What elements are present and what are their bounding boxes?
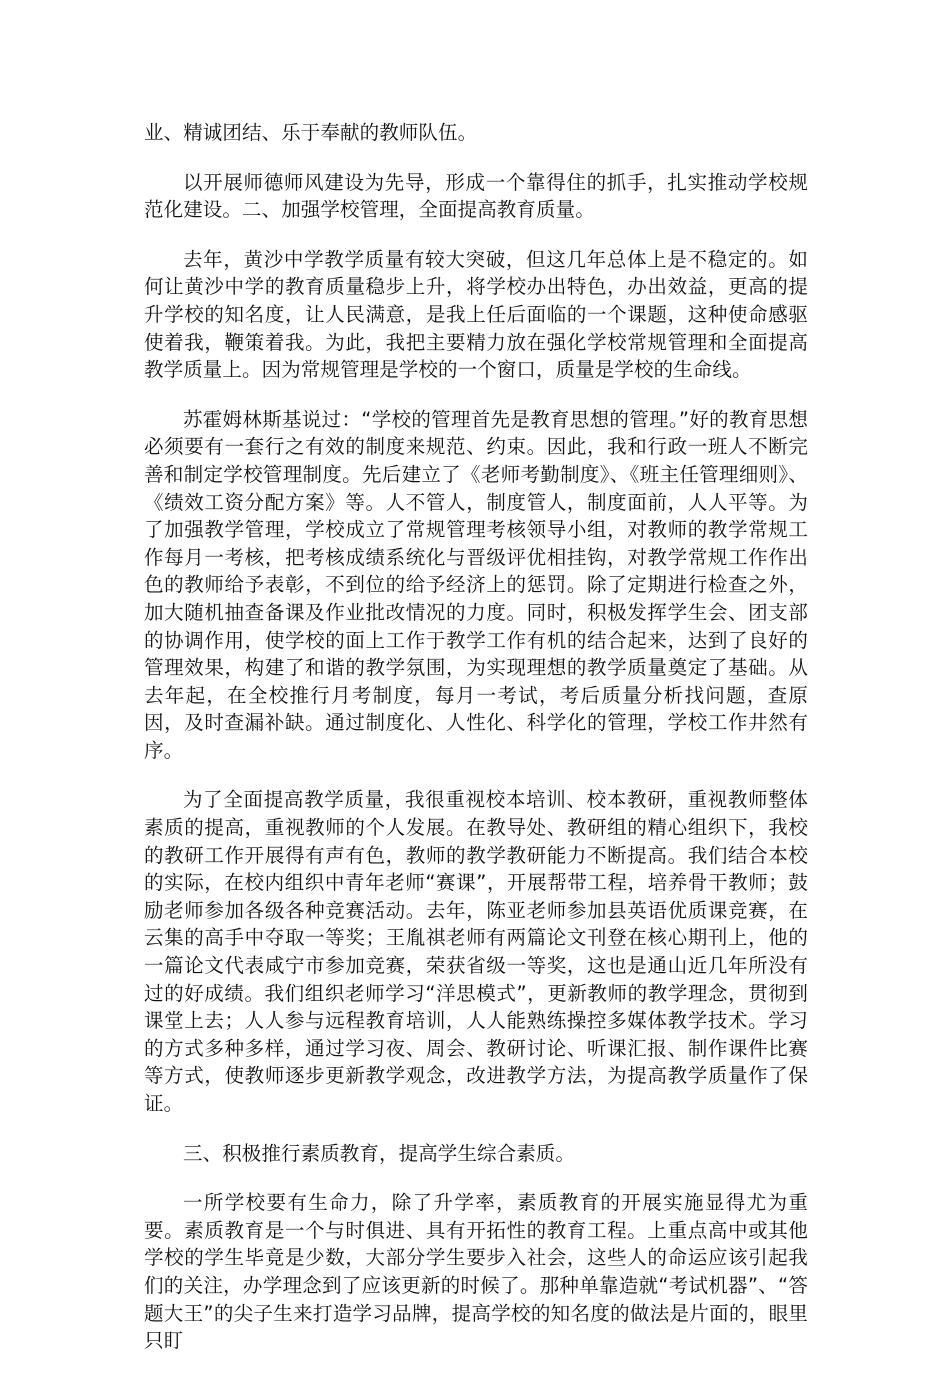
paragraph-4: 苏霍姆林斯基说过：“学校的管理首先是教育思想的管理。”好的教育思想必须要有一套行之有效的制度来规范、约束。因此，我和行政一班人不断完善和制定学校管理制度。先后建立了《老师考勤制度》、《班主任管理细则》、《绩效工资分配方案》等。人不管人，制度管人，制度面前，人人平等。为了加强教学管理，学校成立了常规管理考核领导小组，对教师的教学常规工作每月一考核，把考核成绩系统化与晋级评优相挂钩，对教学常规工作作出色的教师给予表彰，不到位的给予经济上的惩罚。除了定期进行检查之外，加大随机抽查备课及作业批改情况的力度。同时，积极发挥学生会、团支部的协调作用，使学校的面上工作于教学工作有机的结合起来，达到了良好的管理效果，构建了和谐的教学氛围，为实现理想的教学质量奠定了基础。从去年起，在全校推行月考制度，每月一考试，考后质量分析找问题，查原因，及时查漏补缺。通过制度化、人性化、科学化的管理，学校工作井然有序。 — [144, 407, 808, 762]
paragraph-3: 去年，黄沙中学教学质量有较大突破，但这几年总体上是不稳定的。如何让黄沙中学的教育质量稳步上升，将学校办出特色，办出效益，更高的提升学校的知名度，让人民满意，是我上任后面临的一个课题，这种使命感驱使着我，鞭策着我。为此，我把主要精力放在强化学校常规管理和全面提高教学质量上。因为常规管理是学校的一个窗口，质量是学校的生命线。 — [144, 247, 808, 382]
paragraph-1: 业、精诚团结、乐于奉献的教师队伍。 — [144, 121, 478, 144]
document-page — [144, 119, 808, 1377]
paragraph-7: 一所学校要有生命力，除了升学率，素质教育的开展实施显得尤为重要。素质教育是一个与时俱进、具有开拓性的教育工程。上重点高中或其他学校的学生毕竟是少数，大部分学生要步入社会，这些人的命运应该引起我们的关注，办学理念到了应该更新的时候了。那种单靠造就“考试机器”、“答题大王”的尖子生来打造学习品牌，提高学校的知名度的做法是片面的，眼里只盯 — [144, 1191, 808, 1353]
paragraph-2: 以开展师德师风建设为先导，形成一个靠得住的抓手，扎实推动学校规范化建设。二、加强学校管理，全面提高教育质量。 — [144, 170, 808, 222]
paragraph-5: 为了全面提高教学质量，我很重视校本培训、校本教研，重视教师整体素质的提高，重视教师的个人发展。在教导处、教研组的精心组织下，我校的教研工作开展得有声有色，教师的教学教研能力不断提高。我们结合本校的实际，在校内组织中青年老师“赛课”，开展帮带工程，培养骨干教师；鼓励老师参加各级各种竞赛活动。去年，陈亚老师参加县英语优质课竞赛，在云集的高手中夺取一等奖；王胤祺老师有两篇论文刊登在核心期刊上，他的一篇论文代表咸宁市参加竞赛，荣获省级一等奖，这也是通山近几年所没有过的好成绩。我们组织老师学习“洋思模式”，更新教师的教学理念，贯彻到课堂上去；人人参与远程教育培训，人人能熟练操控多媒体教学技术。学习的方式多种多样，通过学习夜、周会、教研讨论、听课汇报、制作课件比赛等方式，使教师逐步更新教学观念，改进教学方法，为提高教学质量作了保证。 — [144, 788, 808, 1115]
section-heading-3: 三、积极推行素质教育，提高学生综合素质。 — [183, 1141, 576, 1165]
